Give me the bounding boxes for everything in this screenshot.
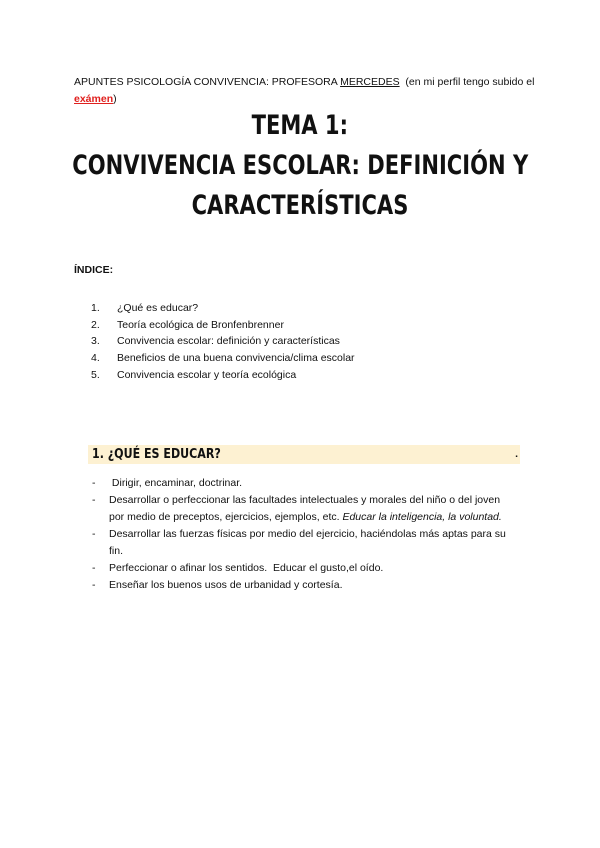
header-note: (en mi perfil tengo subido el (399, 76, 538, 88)
index-item: Convivencia escolar y teoría ecológica (117, 369, 297, 381)
document-header (74, 74, 544, 107)
bullet-text: Desarrollar las fuerzas físicas por medio del ejercicio, haciéndolas más aptas para su (109, 528, 506, 540)
bullet-dash: - (92, 579, 96, 591)
bullet-italic: Educar la inteligencia, la voluntad. (342, 511, 502, 523)
section-trail: . (515, 448, 518, 460)
bullet-text: Dirigir, encaminar, doctrinar. (109, 477, 243, 489)
index-num: 5. (91, 369, 100, 381)
index-item: ¿Qué es educar? (117, 302, 199, 314)
index-num: 2. (91, 319, 100, 331)
index-num: 3. (91, 335, 100, 347)
bullet-dash: - (92, 562, 96, 574)
section-heading (88, 445, 520, 464)
exam-link[interactable]: exámen (74, 92, 114, 105)
header-close: ) (113, 92, 117, 105)
bullet-dash: - (92, 494, 96, 506)
index-item: Teoría ecológica de Bronfenbrenner (117, 319, 284, 331)
section-title: 1. ¿QUÉ ES EDUCAR? (92, 446, 221, 462)
teacher-name: MERCEDES (340, 76, 400, 88)
bullet-dash: - (92, 477, 96, 489)
header-text: APUNTES PSICOLOGÍA CONVIVENCIA: PROFESORA (74, 76, 341, 88)
index-item: Beneficios de una buena convivencia/clima escolar (117, 352, 355, 364)
index-num: 4. (91, 352, 100, 364)
bullet-text: Enseñar los buenos usos de urbanidad y cortesía. (109, 579, 343, 591)
index-num: 1. (91, 302, 100, 314)
title-line-2: CONVIVENCIA ESCOLAR: DEFINICIÓN Y (72, 150, 528, 181)
bullet-text: fin. (109, 545, 124, 557)
title-line-1: TEMA 1: (251, 110, 349, 141)
bullet-text: Desarrollar o perfeccionar las facultades intelectuales y morales del niño o del joven (109, 494, 501, 506)
bullet-text: Perfeccionar o afinar los sentidos. Educar el gusto,el oído. (109, 562, 384, 574)
index-label: ÍNDICE: (74, 264, 114, 276)
bullet-dash: - (92, 528, 96, 540)
bullet-text-part: por medio de preceptos, ejercicios, ejemplos, etc. (109, 511, 343, 523)
bullet-text (109, 511, 502, 523)
title-line-3: CARACTERÍSTICAS (191, 190, 409, 221)
index-item: Convivencia escolar: definición y características (117, 335, 340, 347)
